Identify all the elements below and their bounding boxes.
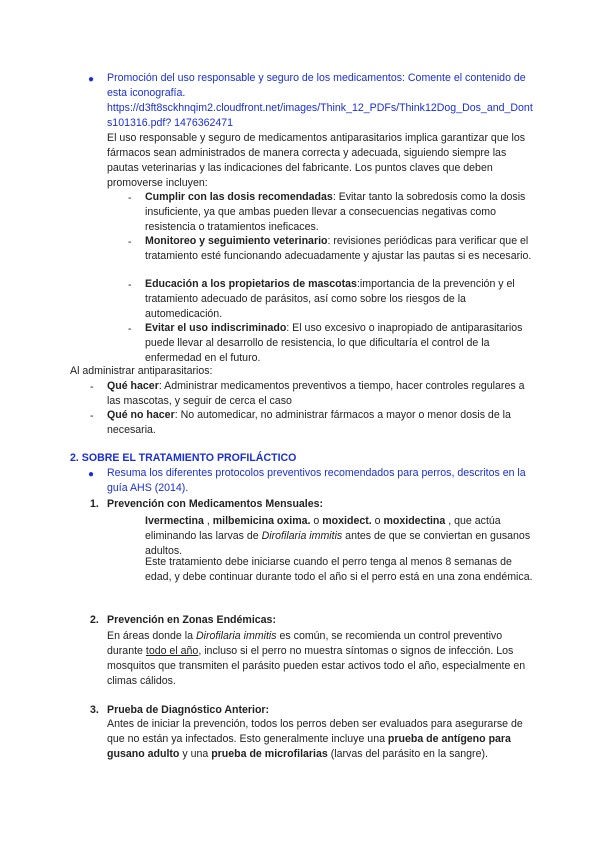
bullet-promotion: Promoción del uso responsable y seguro de los medicamentos: Comente el contenido de esta iconografía. https://d3ft8sckhnqim2.cloudfront.net/images/Think_12_PDFs/Think12Dog_Dos_and_Donts101316.pdf? 1476362471 bbox=[107, 72, 533, 129]
iconography-link[interactable]: https://d3ft8sckhnqim2.cloudfront.net/images/Think_12_PDFs/Think12Dog_Dos_and_Donts101316.pdf? 1476362471 bbox=[107, 102, 533, 129]
bullet-icon: ● bbox=[88, 74, 95, 85]
item-title: Prueba de Diagnóstico Anterior: bbox=[107, 704, 270, 716]
dash-icon: - bbox=[128, 279, 132, 291]
item-number: 2. bbox=[90, 614, 99, 626]
section-heading: 2. SOBRE EL TRATAMIENTO PROFILÁCTICO bbox=[70, 452, 297, 464]
point-2: Monitoreo y seguimiento veterinario: revisiones periódicas para verificar que el tratamiento esté funcionando adecuadamente y ajustar las pautas si es necesario. bbox=[145, 235, 532, 262]
item-title: Prevención en Zonas Endémicas: bbox=[107, 614, 276, 626]
item-1-paragraph: Este tratamiento debe iniciarse cuando el perro tenga al menos 8 semanas de edad, y debe continuar durante todo el año si el perro está en una zona endémica. bbox=[145, 556, 533, 583]
dash-icon: - bbox=[128, 323, 132, 335]
bullet-summary: Resuma los diferentes protocolos preventivos recomendados para perros, descritos en la guía AHS (2014). bbox=[107, 467, 526, 494]
dash-icon: - bbox=[128, 236, 132, 248]
bullet-icon: ● bbox=[88, 469, 95, 480]
dash-icon: - bbox=[90, 410, 94, 422]
item-title: Prevención con Medicamentos Mensuales: bbox=[107, 498, 324, 510]
point-4: Evitar el uso indiscriminado: El uso excesivo o inapropiado de antiparasitarios puede llevar al desarrollo de resistencia, lo que dificultaría el control de la enfermedad en el futuro. bbox=[145, 322, 523, 364]
item-2-paragraph: En áreas donde la Dirofilaria immitis es común, se recomienda un control preventivo durante todo el año, incluso si el perro no muestra síntomas o signos de infección. Los mosquitos que transmiten el parásito pueden estar activos todo el año, especialmente en climas cálidos. bbox=[107, 630, 526, 687]
item-3-paragraph: Antes de iniciar la prevención, todos los perros deben ser evaluados para asegurarse de que no están ya infectados. Esto generalmente incluye una prueba de antígeno para gusano adulto y una prueba de microfilarias (larvas del parásito en la sangre). bbox=[107, 718, 523, 760]
item-number: 1. bbox=[90, 498, 99, 510]
item-number: 3. bbox=[90, 704, 99, 716]
admin-dont: Qué no hacer: No automedicar, no administrar fármacos a mayor o menor dosis de la necesaria. bbox=[107, 409, 511, 436]
point-1: Cumplir con las dosis recomendadas: Evitar tanto la sobredosis como la dosis insuficiente, ya que ambas pueden llevar a consecuencias negativas como resistencia o tratamientos ineficaces. bbox=[145, 191, 526, 233]
admin-do: Qué hacer: Administrar medicamentos preventivos a tiempo, hacer controles regulares a las mascotas, y seguir de cerca el caso bbox=[107, 380, 525, 407]
item-1-drugs: Ivermectina , milbemicina oxima. o moxidect. o moxidectina , que actúa eliminando las larvas de Dirofilaria immitis antes de que se conviertan en gusanos adultos. bbox=[145, 515, 531, 557]
admin-intro: Al administrar antiparasitarios: bbox=[70, 365, 213, 377]
usage-paragraph: El uso responsable y seguro de medicamentos antiparasitarios implica garantizar que los fármacos sean administrados de manera correcta y adecuada, siguiendo siempre las pautas veterinarias y las indicaciones del fabricante. Los puntos claves que deben promoverse incluyen: bbox=[107, 132, 526, 189]
point-3: Educación a los propietarios de mascotas:importancia de la prevención y el tratamiento adecuado de parásitos, así como sobre los riesgos de la automedicación. bbox=[145, 278, 515, 320]
dash-icon: - bbox=[90, 381, 94, 393]
dash-icon: - bbox=[128, 192, 132, 204]
